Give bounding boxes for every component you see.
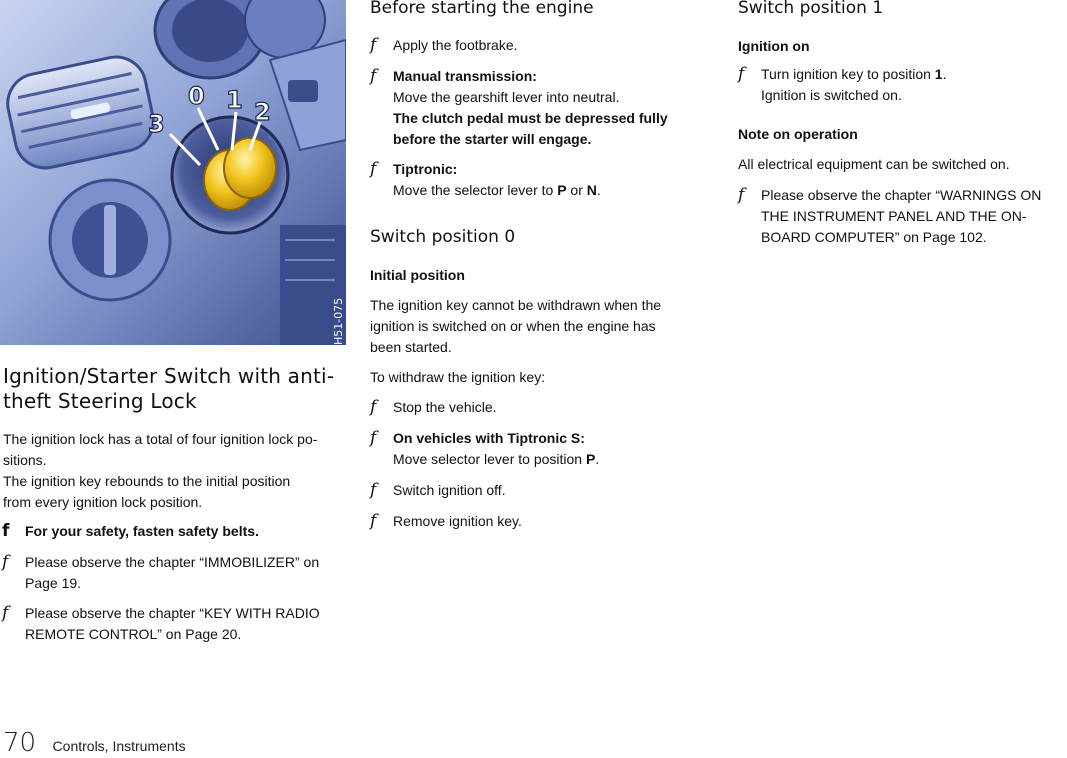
step-switch-off [369, 480, 743, 501]
step-title: On vehicles with Tiptronic S: [393, 430, 585, 446]
step-text: Remove ignition key. [393, 513, 522, 529]
step-title: Manual transmission: [393, 68, 537, 84]
radio-key-bullet [1, 603, 375, 645]
immobilizer-bullet [1, 552, 375, 594]
callout-3: 3 [148, 110, 165, 138]
step-turn-key [737, 64, 1067, 106]
bullet-icon: f [370, 66, 377, 86]
page-footer [3, 728, 186, 758]
step-stop-vehicle [369, 397, 743, 418]
step-tiptronic [369, 159, 743, 201]
step-text: Ignition is switched on. [761, 87, 902, 103]
intro-line: from every ignition lock position. [3, 494, 203, 510]
bullet-icon: f [370, 480, 377, 500]
body-line: ignition is switched on or when the engine has [370, 318, 656, 334]
step-text: Turn ignition key to position 1. [761, 66, 947, 82]
bullet-icon: f [370, 35, 377, 55]
ignition-switch-photo [0, 0, 346, 345]
bullet-icon: f [738, 64, 745, 84]
bullet-line: REMOTE CONTROL” on Page 20. [25, 626, 242, 642]
bullet-icon: f [370, 397, 377, 417]
warnings-bullet [737, 185, 1067, 248]
intro-line: The ignition key rebounds to the initial position [3, 473, 291, 489]
heading-before-starting: Before starting the engine [370, 0, 594, 18]
bullet-icon: f [738, 185, 745, 205]
bullet-icon: f [370, 159, 377, 179]
bullet-icon: f [2, 521, 10, 541]
initial-position-title: Initial position [370, 267, 465, 283]
bullet-line: THE INSTRUMENT PANEL AND THE ON- [761, 208, 1027, 224]
step-tiptronic-s [369, 428, 743, 470]
section-title-line2: theft Steering Lock [3, 389, 197, 413]
step-warning: The clutch pedal must be depressed fully [393, 110, 668, 126]
body-line: The ignition key cannot be withdrawn when the [370, 297, 662, 313]
body-line: To withdraw the ignition key: [370, 369, 546, 385]
note-text: All electrical equipment can be switched on. [738, 156, 1010, 172]
figure-code: H51-075 [332, 297, 345, 345]
step-text: Switch ignition off. [393, 482, 506, 498]
bullet-icon: f [2, 603, 9, 623]
safety-bullet [1, 521, 375, 542]
step-remove-key [369, 511, 743, 532]
safety-text: For your safety, fasten safety belts. [25, 523, 259, 539]
ignition-on-title: Ignition on [738, 38, 810, 54]
callout-0: 0 [188, 82, 205, 110]
section-title-line1: Ignition/Starter Switch with anti- [3, 364, 335, 388]
step-text: Move selector lever to position P. [393, 451, 600, 467]
section-title [3, 364, 353, 414]
heading-switch-position-0: Switch position 0 [370, 227, 516, 247]
intro-line: sitions. [3, 452, 47, 468]
step-warning: before the starter will engage. [393, 131, 592, 147]
bullet-icon: f [370, 428, 377, 448]
heading-switch-position-1: Switch position 1 [738, 0, 884, 18]
step-footbrake [369, 35, 743, 56]
step-text: Stop the vehicle. [393, 399, 497, 415]
step-text: Move the gearshift lever into neutral. [393, 89, 620, 105]
initial-position-block [370, 265, 720, 388]
bullet-line: Please observe the chapter “KEY WITH RADIO [25, 605, 320, 621]
callout-1: 1 [226, 86, 243, 114]
page-number: 70 [3, 728, 37, 758]
intro-line: The ignition lock has a total of four ignition lock po- [3, 431, 318, 447]
step-text: Apply the footbrake. [393, 37, 518, 53]
left-column [0, 0, 350, 642]
bullet-line: Please observe the chapter “WARNINGS ON [761, 187, 1042, 203]
bullet-icon: f [370, 511, 377, 531]
step-title: Tiptronic: [393, 161, 458, 177]
body-line: been started. [370, 339, 452, 355]
note-title: Note on operation [738, 126, 858, 142]
bullet-line: Please observe the chapter “IMMOBILIZER” on [25, 554, 320, 570]
bullet-line: BOARD COMPUTER” on Page 102. [761, 229, 987, 245]
callout-2: 2 [254, 98, 271, 126]
chapter-name: Controls, Instruments [52, 738, 186, 754]
bullet-icon: f [2, 552, 9, 572]
ignition-switch-illustration [0, 0, 346, 345]
step-text: Move the selector lever to P or N. [393, 182, 601, 198]
intro-text [3, 429, 353, 513]
bullet-line: Page 19. [25, 575, 82, 591]
step-manual [369, 66, 743, 150]
